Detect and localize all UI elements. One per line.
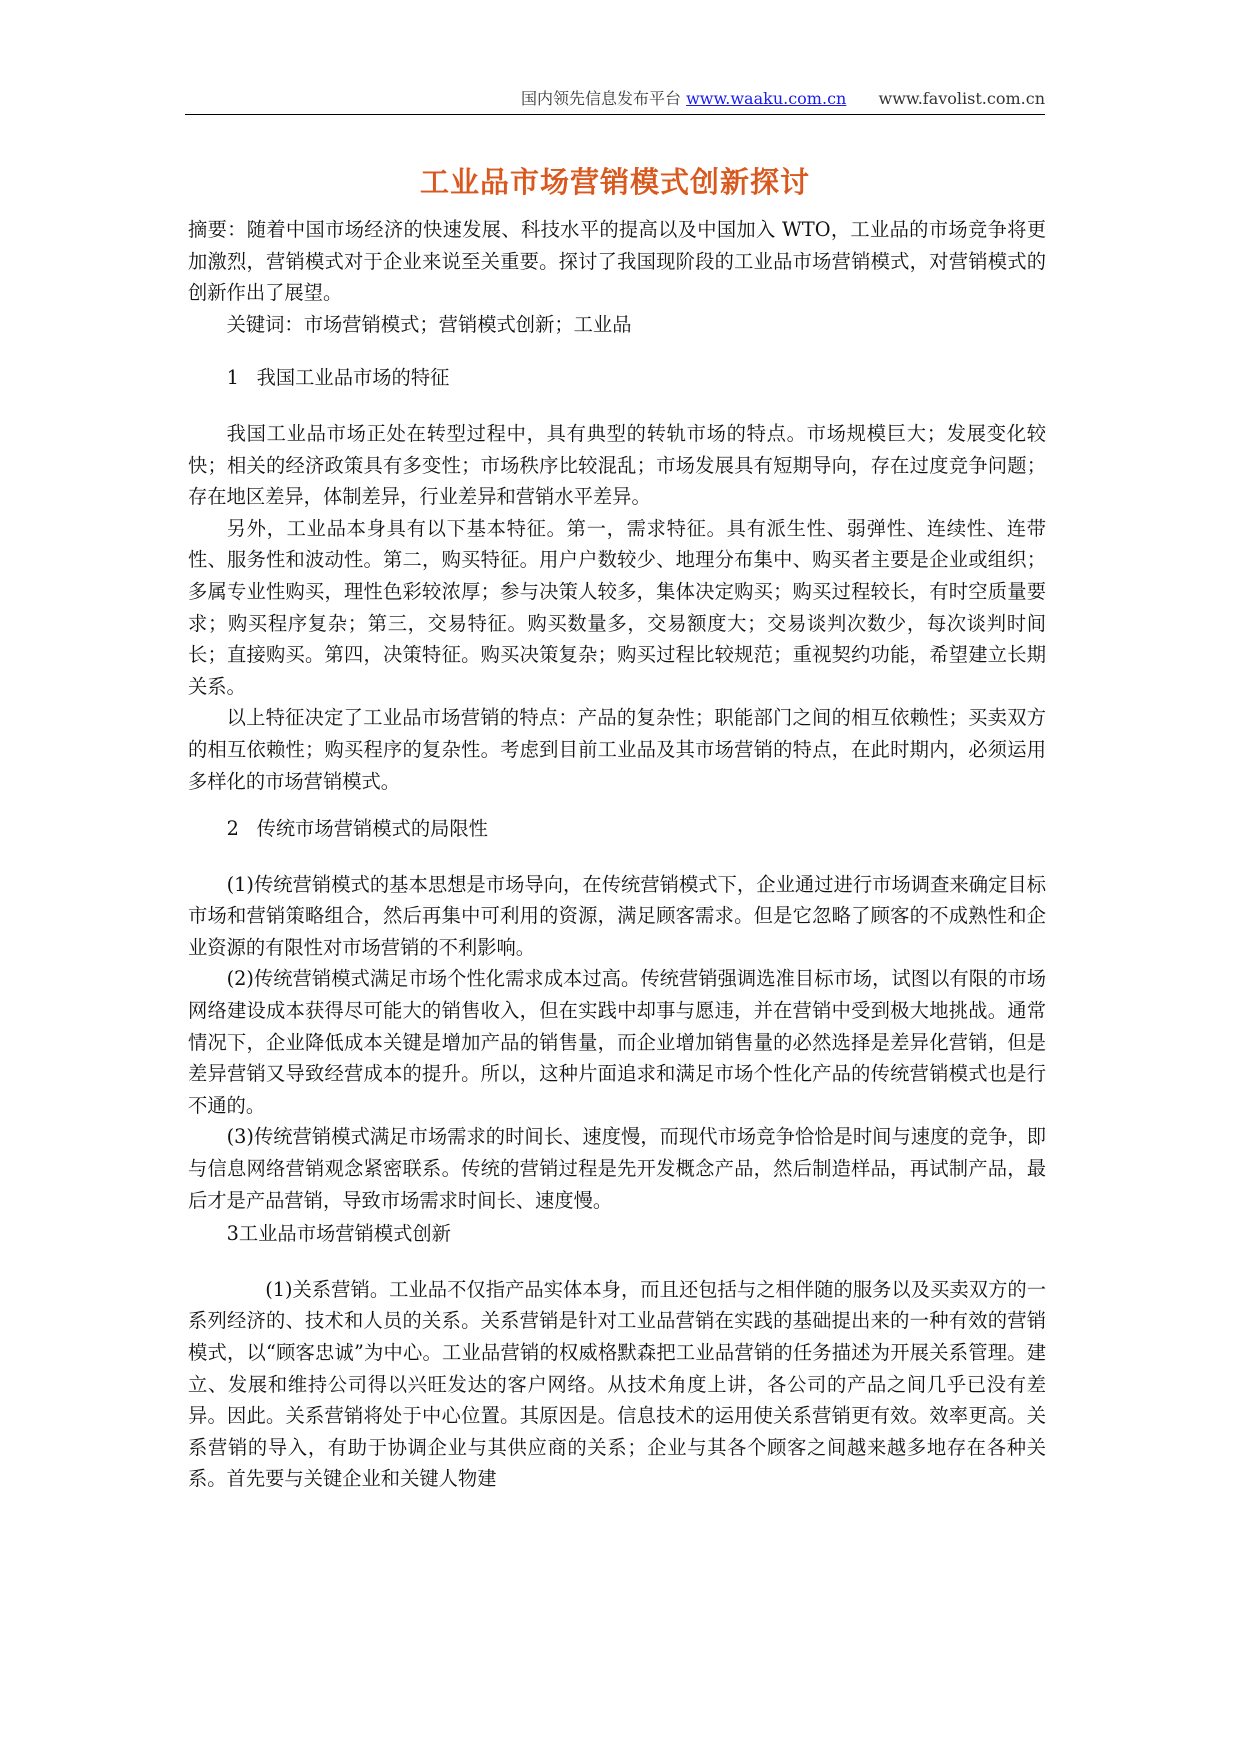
header-link-favolist: www.favolist.com.cn	[878, 89, 1045, 108]
keywords-line: 关键词：市场营销模式；营销模式创新；工业品	[226, 312, 632, 336]
paragraph: (1)关系营销。工业品不仅指产品实体本身，而且还包括与之相伴随的服务以及买卖双方的一系列经济的、技术和人员的关系。关系营销是针对工业品营销在实践的基础提出来的一种有效的营销模式，以“顾客忠诚”为中心。工业品营销的权威格默森把工业品营销的任务描述为开展关系管理。建立、发展和维持公司得以兴旺发达的客户网络。从技术角度上讲，各公司的产品之间几乎已没有差异。因此。关系营销将处于中心位置。其原因是。信息技术的运用使关系营销更有效。效率更高。关系营销的导入，有助于协调企业与其供应商的关系；企业与其各个顾客之间越来越多地存在各种关系。首先要与关键企业和关键人物建	[188, 1277, 1046, 1491]
document-title: 工业品市场营销模式创新探讨	[419, 165, 810, 199]
paragraph: (3)传统营销模式满足市场需求的时间长、速度慢，而现代市场竞争恰恰是时间与速度的竞争，即与信息网络营销观念紧密联系。传统的营销过程是先开发概念产品，然后制造样品，再试制产品，最后才是产品营销，导致市场需求时间长、速度慢。	[188, 1125, 1046, 1212]
section-title: 工业品市场营销模式创新	[238, 1222, 451, 1246]
section-number: 2	[226, 817, 239, 841]
section-number: 1	[226, 366, 239, 390]
section-title: 我国工业品市场的特征	[256, 366, 450, 390]
section-number: 3	[226, 1222, 239, 1246]
paragraph: 我国工业品市场正处在转型过程中，具有典型的转轨市场的特点。市场规模巨大；发展变化较快；相关的经济政策具有多变性；市场秩序比较混乱；市场发展具有短期导向，存在过度竞争问题；存在地区差异，体制差异，行业差异和营销水平差异。	[188, 421, 1046, 509]
paragraph: 另外，工业品本身具有以下基本特征。第一，需求特征。具有派生性、弱弹性、连续性、连带性、服务性和波动性。第二，购买特征。用户户数较少、地理分布集中、购买者主要是企业或组织；多属专业性购买，理性色彩较浓厚；参与决策人较多，集体决定购买；购买过程较长，有时空质量要求；购买程序复杂；第三，交易特征。购买数量多，交易额度大；交易谈判次数少，每次谈判时间长；直接购买。第四，决策特征。购买决策复杂；购买过程比较规范；重视契约功能，希望建立长期关系。	[188, 516, 1046, 698]
section-title: 传统市场营销模式的局限性	[256, 817, 488, 841]
paragraph: (1)传统营销模式的基本思想是市场导向，在传统营销模式下，企业通过进行市场调查来确定目标市场和营销策略组合，然后再集中可利用的资源，满足顾客需求。但是它忽略了顾客的不成熟性和企业资源的有限性对市场营销的不利影响。	[188, 872, 1046, 959]
header-link-waaku[interactable]: www.waaku.com.cn	[686, 89, 847, 108]
section-heading-2	[188, 813, 1046, 845]
abstract-paragraph: 摘要：随着中国市场经济的快速发展、科技水平的提高以及中国加入 WTO，工业品的市场竞争将更加激烈，营销模式对于企业来说至关重要。探讨了我国现阶段的工业品市场营销模式，对营销模式的创新作出了展望。	[188, 218, 1046, 305]
page-header	[185, 86, 1045, 109]
section-heading-3	[188, 1218, 1046, 1250]
document-body	[188, 214, 1046, 1495]
header-divider	[185, 114, 1045, 115]
section-heading-1	[188, 362, 1046, 394]
paragraph: 以上特征决定了工业品市场营销的特点：产品的复杂性；职能部门之间的相互依赖性；买卖双方的相互依赖性；购买程序的复杂性。考虑到目前工业品及其市场营销的特点，在此时期内，必须运用多样化的市场营销模式。	[188, 706, 1046, 793]
header-prefix: 国内领先信息发布平台	[520, 89, 681, 108]
paragraph: (2)传统营销模式满足市场个性化需求成本过高。传统营销强调选准目标市场，试图以有限的市场网络建设成本获得尽可能大的销售收入，但在实践中却事与愿违，并在营销中受到极大地挑战。通常情况下，企业降低成本关键是增加产品的销售量，而企业增加销售量的必然选择是差异化营销，但是差异营销又导致经营成本的提升。所以，这种片面追求和满足市场个性化产品的传统营销模式也是行不通的。	[188, 967, 1046, 1117]
